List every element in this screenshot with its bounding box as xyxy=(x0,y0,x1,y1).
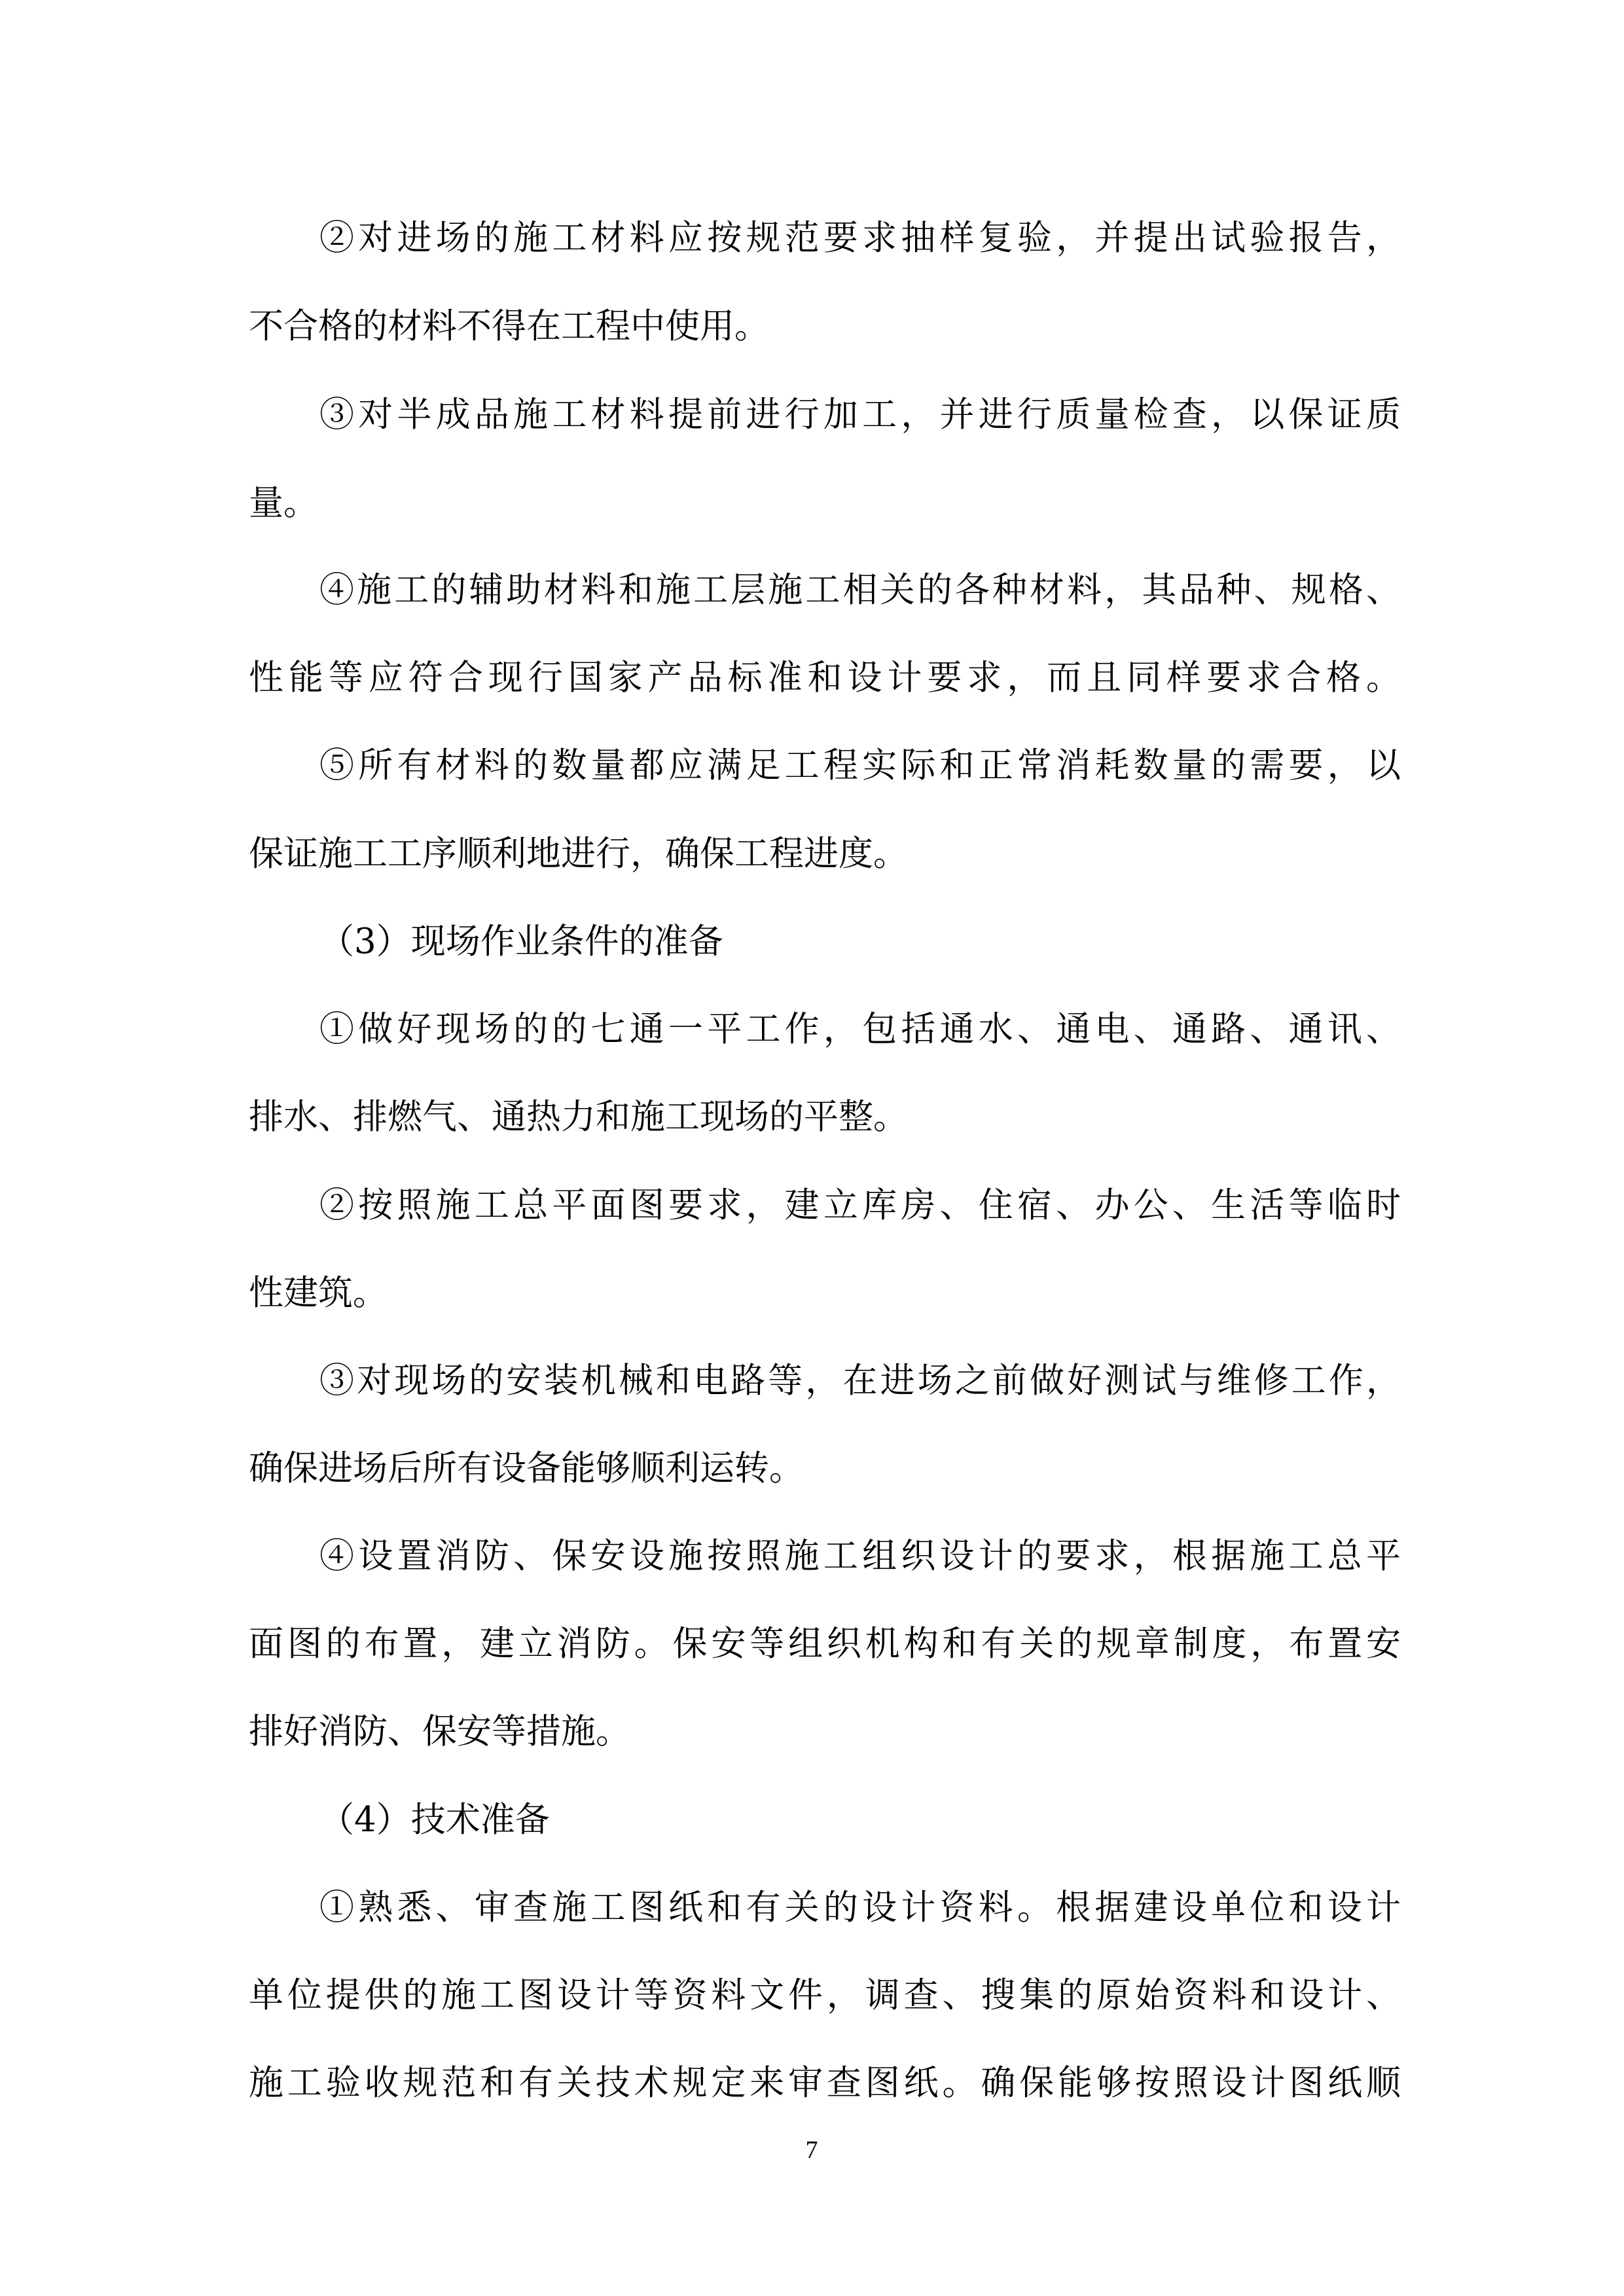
paragraph-line: ⑤所有材料的数量都应满足工程实际和正常消耗数量的需要，以 xyxy=(319,745,1401,785)
paragraph-line: ④设置消防、保安设施按照施工组织设计的要求，根据施工总平 xyxy=(319,1536,1401,1576)
paragraph-line: ①做好现场的的七通一平工作，包括通水、通电、通路、通讯、 xyxy=(319,1009,1401,1049)
page-number: 7 xyxy=(805,2136,818,2164)
paragraph-line: 排好消防、保安等措施。 xyxy=(249,1712,630,1751)
paragraph-line: 保证施工工序顺利地进行，确保工程进度。 xyxy=(249,834,908,874)
paragraph-line: 排水、排燃气、通热力和施工现场的平整。 xyxy=(249,1097,908,1137)
paragraph-line: 确保进场后所有设备能够顺利运转。 xyxy=(249,1448,804,1488)
paragraph-line: ②按照施工总平面图要求，建立库房、住宿、办公、生活等临时 xyxy=(319,1185,1401,1225)
section-heading: （3）现场作业条件的准备 xyxy=(319,922,723,961)
paragraph-line: ③对现场的安装机械和电路等，在进场之前做好测试与维修工作， xyxy=(319,1361,1401,1401)
paragraph-line: 单位提供的施工图设计等资料文件，调查、搜集的原始资料和设计、 xyxy=(249,1975,1401,2015)
paragraph-line: ①熟悉、审查施工图纸和有关的设计资料。根据建设单位和设计 xyxy=(319,1888,1401,1928)
paragraph-line: 量。 xyxy=(249,483,318,523)
paragraph-line: 性能等应符合现行国家产品标准和设计要求，而且同样要求合格。 xyxy=(249,658,1401,698)
paragraph-line: ②对进场的施工材料应按规范要求抽样复验，并提出试验报告， xyxy=(319,218,1401,258)
paragraph-line: ④施工的辅助材料和施工层施工相关的各种材料，其品种、规格、 xyxy=(319,570,1401,610)
paragraph-line: ③对半成品施工材料提前进行加工，并进行质量检查，以保证质 xyxy=(319,395,1401,435)
paragraph-line: 性建筑。 xyxy=(249,1273,388,1313)
paragraph-line: 不合格的材料不得在工程中使用。 xyxy=(249,306,769,346)
paragraph-line: 施工验收规范和有关技术规定来审查图纸。确保能够按照设计图纸顺 xyxy=(249,2063,1401,2103)
section-heading: （4）技术准备 xyxy=(319,1800,550,1840)
paragraph-line: 面图的布置，建立消防。保安等组织机构和有关的规章制度，布置安 xyxy=(249,1624,1401,1664)
